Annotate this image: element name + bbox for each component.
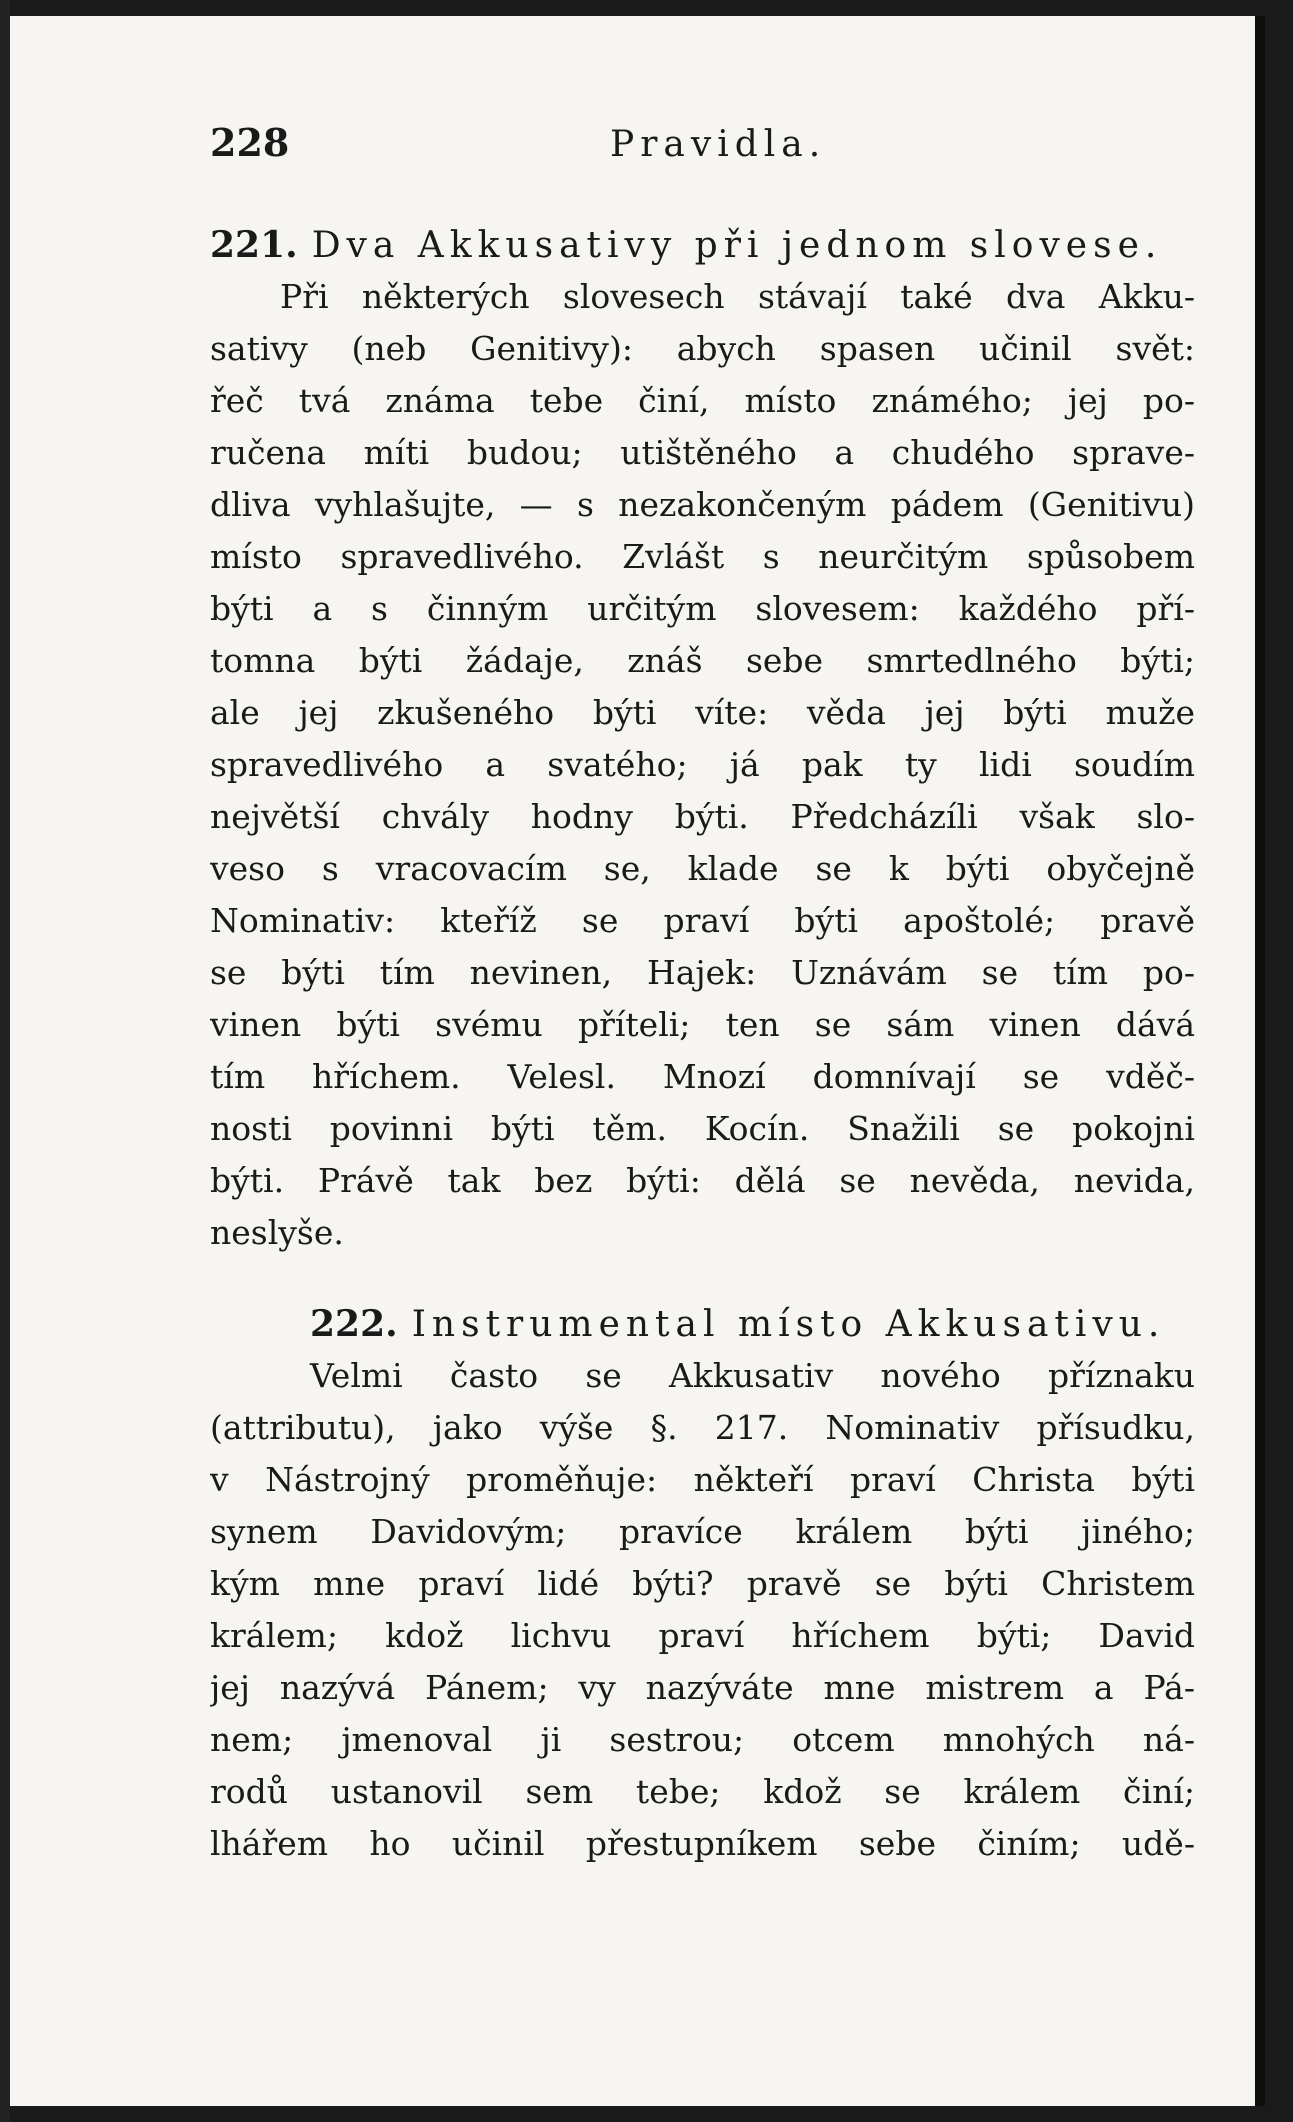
section-221-text [210,271,1195,1259]
text-line: největší chvály hodny býti. Předcházíli však slo- [210,797,1195,836]
page-content [210,120,1195,1870]
text-line: tím hříchem. Velesl. Mnozí domnívají se vděč- [210,1057,1195,1096]
text-line: se býti tím nevinen, Hajek: Uznávám se tím po- [210,953,1195,992]
text-line: v Nástrojný proměňuje: někteří praví Christa býti [210,1460,1195,1499]
text-line: veso s vracovacím se, klade se k býti obyčejně [210,849,1195,888]
text-line: jej nazývá Pánem; vy nazýváte mne mistrem a Pá- [210,1668,1195,1707]
page-header [210,120,1195,180]
scan-edge [0,0,10,2122]
section-title-221 [210,220,1195,271]
text-line: místo spravedlivého. Zvlášt s neurčitým spůsobem [210,537,1195,576]
text-line: Při některých slovesech stávají také dva Akku- [280,277,1195,316]
running-head: Pravidla. [610,124,827,165]
section-number: 221. [210,224,298,266]
text-line: (attributu), jako výše §. 217. Nominativ přísudku, [210,1408,1195,1447]
section-number: 222. [310,1303,398,1345]
text-line: vinen býti svému příteli; ten se sám vinen dává [210,1005,1195,1044]
text-line: řeč tvá známa tebe činí, místo známého; jej po- [210,381,1195,420]
section-heading: Instrumental místo Akkusativu. [411,1304,1166,1345]
text-line: králem; kdož lichvu praví hříchem býti; David [210,1616,1195,1655]
text-line: synem Davidovým; pravíce králem býti jiného; [210,1512,1195,1551]
text-line: spravedlivého a svatého; já pak ty lidi soudím [210,745,1195,784]
text-line: kým mne praví lidé býti? pravě se býti Christem [210,1564,1195,1603]
section-222-text [210,1350,1195,1870]
page-number: 228 [210,120,290,165]
text-line: Nominativ: kteříž se praví býti apoštolé; pravě [210,901,1195,940]
text-line: sativy (neb Genitivy): abych spasen učinil svět: [210,329,1195,368]
text-line: býti a s činným určitým slovesem: každého pří- [210,589,1195,628]
text-line: lhářem ho učinil přestupníkem sebe činím; udě- [210,1824,1195,1863]
text-line: ale jej zkušeného býti víte: věda jej býti muže [210,693,1195,732]
text-line: tomna býti žádaje, znáš sebe smrtedlného býti; [210,641,1195,680]
section-heading: Dva Akkusativy při jednom slovese. [311,225,1163,266]
text-line: dliva vyhlašujte, — s nezakončeným pádem (Genitivu) [210,485,1195,524]
text-line: Velmi často se Akkusativ nového příznaku [310,1356,1195,1395]
text-line: ručena míti budou; utištěného a chudého sprave- [210,433,1195,472]
text-line: nosti povinni býti těm. Kocín. Snažili se pokojni [210,1109,1195,1148]
text-line: býti. Právě tak bez býti: dělá se nevěda, nevida, [210,1161,1195,1200]
section-title-222 [210,1299,1195,1350]
text-line: neslyše. [210,1213,344,1252]
text-line: rodů ustanovil sem tebe; kdož se králem činí; [210,1772,1195,1811]
text-line: nem; jmenoval ji sestrou; otcem mnohých ná- [210,1720,1195,1759]
